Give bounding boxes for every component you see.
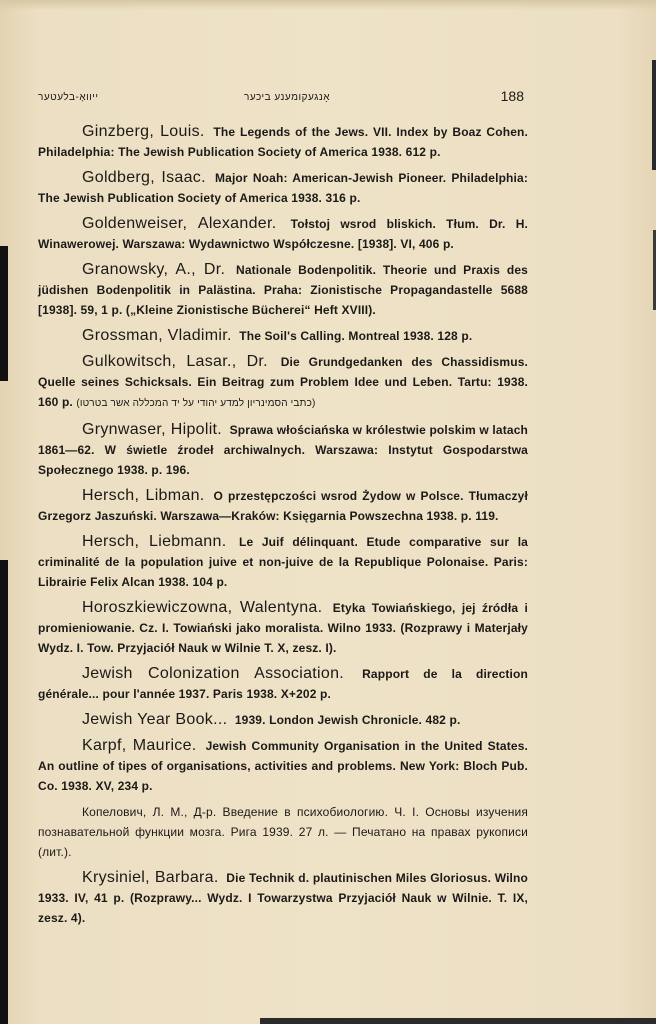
entry-author: Goldberg, Isaac. (82, 169, 206, 186)
entry-text: 1939. London Jewish Chronicle. 482 p. (234, 713, 461, 727)
entry-hebrew-note: (כתבי הסמינריון למדע יהודי על יד המכללה אשר בטרטו) (76, 398, 316, 409)
page-number: 188 (500, 88, 524, 104)
bibliography-entry (38, 168, 528, 208)
entry-text: The Legends of the Jews. VII. Index by Boaz Cohen. Philadelphia: The Jewish Publication Society of America 1938. 612 p. (38, 125, 528, 159)
entry-text: The Soil's Calling. Montreal 1938. 128 p. (239, 329, 473, 343)
entry-text: Die Technik d. plautinischen Miles Gloriosus. Wilno 1933. IV, 41 p. (Rozprawy... Wydz. I Towarzystwa Przyjaciół Nauk w Wilnie. T. IX, zesz. 4). (38, 871, 529, 925)
entry-text: Etyka Towiańskiego, jej źródła i promieniowanie. Cz. I. Towiański jako moralista. Wilno 1933. (Rozprawy i Materjały Wydz. I. Tow. Przyjaciół Nauk w Wilnie T. X, zesz. I). (38, 601, 529, 655)
running-title-left: ייוואָ-בלעטער (38, 92, 99, 103)
entry-author: Jewish Colonization Association. (82, 665, 345, 682)
entry-text: Nationale Bodenpolitik. Theorie und Praxis des jüdishen Bodenpolitik in Palästina. Praha: Zionistische Propagandastelle 5688 [1938]. 59, 1 p. („Kleine Zionistische Bücherei“ Heft XVIII). (38, 263, 528, 317)
bibliography-entry (38, 420, 528, 480)
entry-author: Karpf, Maurice. (82, 737, 197, 754)
bibliography-entry (38, 326, 528, 346)
entry-text: O przestępczości wsrod Żydow w Polsce. Tłumaczył Grzegorz Jaszuński. Warszawa—Kraków: Księgarnia Powszechna 1938. p. 119. (38, 489, 528, 523)
entry-author: Goldenweiser, Alexander. (82, 215, 277, 232)
entry-text: Major Noah: American-Jewish Pioneer. Philadelphia: The Jewish Publication Society of America 1938. 316 p. (38, 171, 528, 205)
bibliography-entry (38, 802, 528, 862)
entry-text: Sprawa włościańska w królestwie polskim w latach 1861—62. W świetle źrodeł archiwalnych. Warszawa: Instytut Gospodarstwa Społecznego 1938. p. 196. (38, 423, 529, 477)
bibliography-entry (38, 736, 528, 796)
entry-author: Hersch, Liebmann. (82, 533, 227, 550)
entry-author: Krysiniel, Barbara. (82, 869, 219, 886)
left-margin-mark (0, 560, 8, 1024)
bibliography-entry (38, 532, 528, 592)
entry-text: Die Grundgedanken des Chassidismus. Quelle seines Schicksals. Ein Beitrag zum Problem Idee und Leben. Tartu: 1938. 160 p. (38, 355, 529, 409)
entry-author: Ginzberg, Louis. (82, 123, 205, 140)
bibliography-list (38, 122, 528, 934)
bibliography-entry (38, 868, 528, 928)
running-title-center: אָנגעקומענע ביכער (244, 92, 330, 103)
entry-author: Horoszkiewiczowna, Walentyna. (82, 599, 323, 616)
running-header (38, 90, 528, 108)
entry-author: Granowsky, A., Dr. (82, 261, 226, 278)
bibliography-entry (38, 352, 528, 414)
entry-text: Копелович, Л. М., Д-р. Введение в психобиологию. Ч. I. Основы изучения познавательной функции мозга. Рига 1939. 27 л. — Печатано на правах рукописи (лит.). (38, 805, 528, 859)
entry-author: Gulkowitsch, Lasar., Dr. (82, 353, 268, 370)
bottom-edge-band (260, 1018, 656, 1024)
entry-author: Jewish Year Book... (82, 711, 228, 728)
left-margin-mark (0, 246, 8, 381)
bibliography-entry (38, 664, 528, 704)
bibliography-entry (38, 214, 528, 254)
bibliography-entry (38, 486, 528, 526)
entry-text: Rapport de la direction générale... pour l'année 1937. Paris 1938. X+202 p. (38, 667, 528, 701)
entry-author: Grynwaser, Hipolit. (82, 421, 223, 438)
entry-author: Hersch, Libman. (82, 487, 205, 504)
entry-author: Grossman, Vladimir. (82, 327, 232, 344)
bibliography-entry (38, 122, 528, 162)
bibliography-entry (38, 710, 528, 730)
entry-text: Jewish Community Organisation in the United States. An outline of tipes of organisations, activities and problems. New York: Bloch Pub. Co. 1938. XV, 234 p. (38, 739, 528, 793)
right-margin-mark (652, 60, 656, 170)
entry-text: Le Juif délinquant. Etude comparative sur la criminalité de la population juive et non-juive de la Republique Polonaise. Paris: Librairie Felix Alcan 1938. 104 p. (38, 535, 529, 589)
bibliography-entry (38, 598, 528, 658)
entry-text: Tołstoj wsrod bliskich. Tłum. Dr. H. Winawerowej. Warszawa: Wydawnictwo Współczesne. [1938]. VI, 406 p. (38, 217, 529, 251)
bibliography-entry (38, 260, 528, 320)
page-top-shadow (0, 0, 656, 10)
